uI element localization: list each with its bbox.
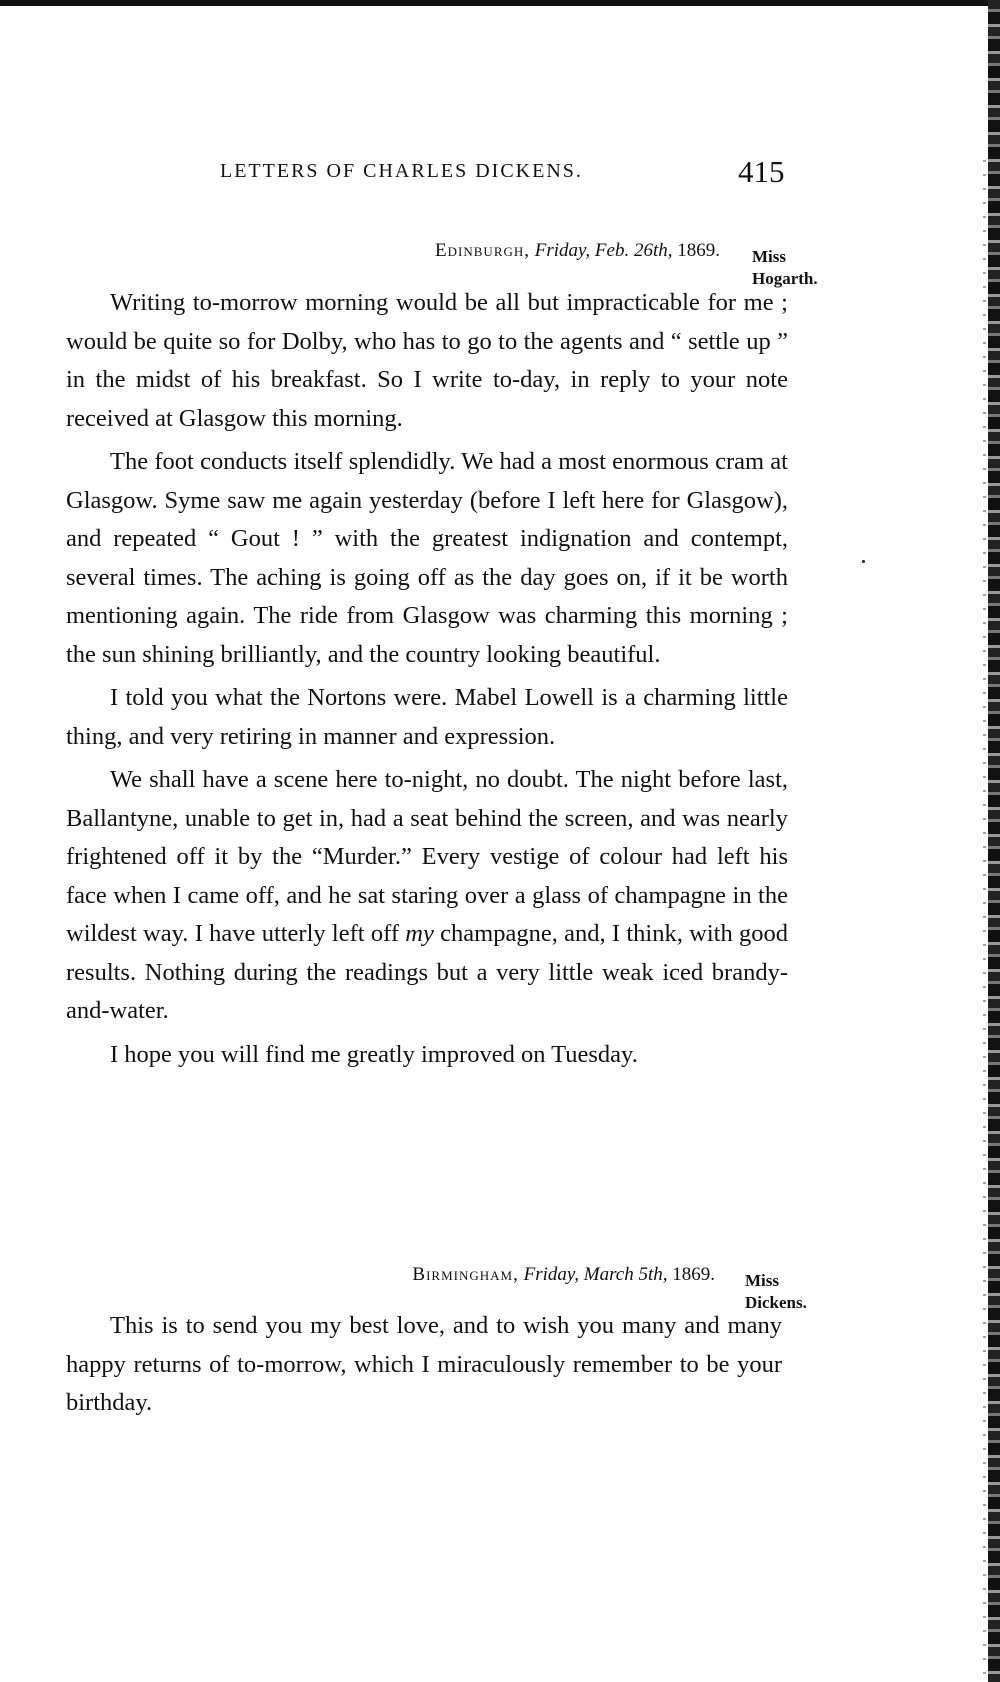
letter-2-body: [66, 1307, 782, 1428]
recipient-line: Dickens.: [745, 1293, 807, 1312]
paragraph: [66, 761, 788, 1031]
dateline-date: Friday, March 5th,: [523, 1264, 668, 1285]
dateline-year: 1869.: [677, 240, 720, 261]
page-number: 415: [738, 154, 785, 189]
recipient-line: Miss: [752, 247, 786, 266]
paragraph: The foot conducts itself splendidly. We had a most enormous cram at Glasgow. Syme saw me again yesterday (before I left here for Glasgow), and repeated “ Gout ! ” with the greatest indignation and contempt, several times. The aching is going off as the day goes on, if it be worth mentioning again. The ride from Glasgow was charming this morning ; the sun shining brilliantly, and the country looking beautiful.: [66, 448, 788, 668]
recipient-line: Miss: [745, 1271, 779, 1290]
recipient-line: Hogarth.: [752, 269, 818, 288]
ink-speck: [862, 560, 865, 563]
paragraph: I told you what the Nortons were. Mabel Lowell is a charming little thing, and very retiring in manner and expression.: [66, 684, 788, 750]
paragraph: Writing to-morrow morning would be all but impracticable for me ; would be quite so for Dolby, who has to go to the agents and “ settle up ” in the midst of his breakfast. So I write to-day, in reply to your note received at Glasgow this morning.: [66, 289, 788, 432]
running-head: LETTERS OF CHARLES DICKENS.: [220, 160, 583, 182]
letter-2-dateline: [360, 1264, 715, 1286]
paragraph: I hope you will find me greatly improved on Tuesday.: [110, 1040, 638, 1068]
top-page-edge: [0, 0, 1000, 6]
right-page-edge: [988, 0, 1000, 1682]
paragraph-text: We shall have a scene here to-night, no doubt. The night before last, Ballantyne, unable to get in, had a seat behind the screen, and was nearly frightened off it by the “Murder.” Every vestige of colour had left his face when I came off, and he sat staring over a glass of champagne in the wildest way. I have utterly left off: [66, 766, 788, 947]
dateline-place: Birmingham,: [412, 1264, 519, 1285]
emphasis-text: my: [405, 920, 434, 947]
paragraph: This is to send you my best love, and to wish you many and many happy returns of to-morrow, which I miraculously remember to be your birthday.: [66, 1312, 782, 1416]
binding-marks: [983, 160, 986, 1680]
dateline-year: 1869.: [672, 1264, 715, 1285]
paragraph-text: champagne, and, I think, with good results. Nothing during the readings but a very little weak iced brandy-and-water.: [66, 920, 788, 1024]
letter-1-body: [66, 284, 788, 1079]
dateline-date: Friday, Feb. 26th,: [534, 240, 673, 261]
letter-1-dateline: [400, 240, 720, 262]
dateline-place: Edinburgh,: [435, 240, 531, 261]
